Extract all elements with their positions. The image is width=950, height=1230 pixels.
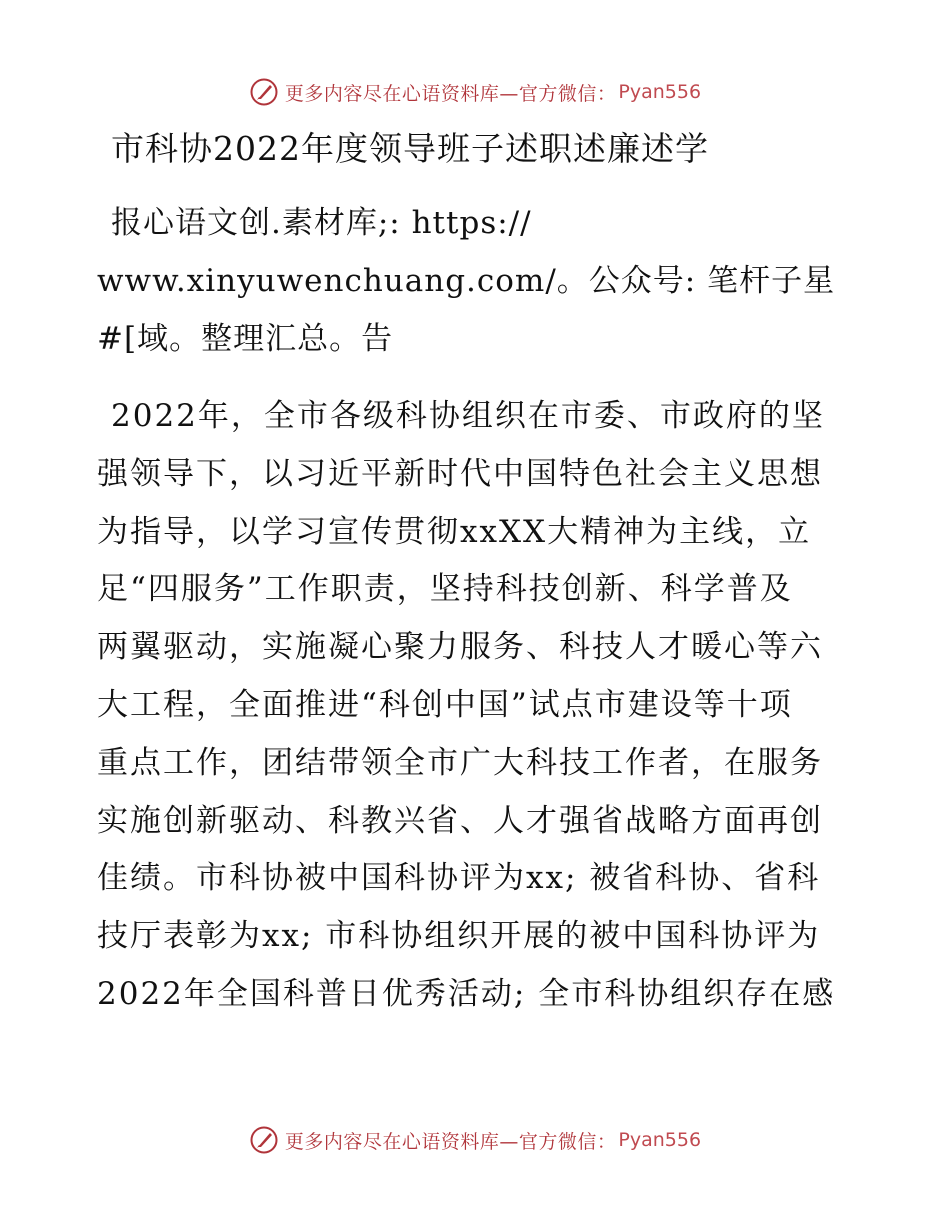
body-line: 实施创新驱动、科教兴省、人才强省战略方面再创 [97,802,823,839]
body-line: 大工程，全面推进“科创中国”试点市建设等十项 [97,686,793,723]
watermark-handle: Pyan556 [618,1129,702,1151]
body-line: 2022年，全市各级科协组织在市委、市政府的坚 [111,398,825,434]
watermark-handle: Pyan556 [618,81,702,103]
source-line: #[域。整理汇总。告 [97,321,394,357]
body-line: 重点工作，团结带领全市广大科技工作者，在服务 [97,744,823,781]
body-line: 两翼驱动，实施凝心聚力服务、科技人才暖心等六 [97,629,823,666]
body-line: 为指导，以学习宣传贯彻xxXX大精神为主线，立 [97,513,812,550]
body-line: 强领导下，以习近平新时代中国特色社会主义思想 [97,455,823,492]
header-watermark [0,72,950,112]
body-line: 足“四服务”工作职责，坚持科技创新、科学普及 [97,571,793,608]
watermark-text: 更多内容尽在心语资料库—官方微信： [284,82,617,105]
body-line: 技厅表彰为xx; 市科协组织开展的被中国科协评为 [97,918,821,955]
document-title: 市科协2022年度领导班子述职述廉述学 [111,129,709,168]
source-line: 报心语文创.素材库;: https:// [111,205,532,241]
quill-pen-circle-icon [249,77,279,107]
quill-pen-circle-icon [249,1125,279,1155]
source-note [97,194,857,368]
document-content [97,120,857,1024]
footer-watermark [0,1120,950,1160]
body-paragraph [97,388,857,1024]
source-line: www.xinyuwenchuang.com/。公众号: 笔杆子星 [97,263,836,299]
body-line: 2022年全国科普日优秀活动; 全市科协组织存在感 [97,975,836,1012]
watermark-text: 更多内容尽在心语资料库—官方微信： [284,1130,617,1153]
body-line: 佳绩。市科协被中国科协评为xx; 被省科协、省科 [97,860,821,897]
